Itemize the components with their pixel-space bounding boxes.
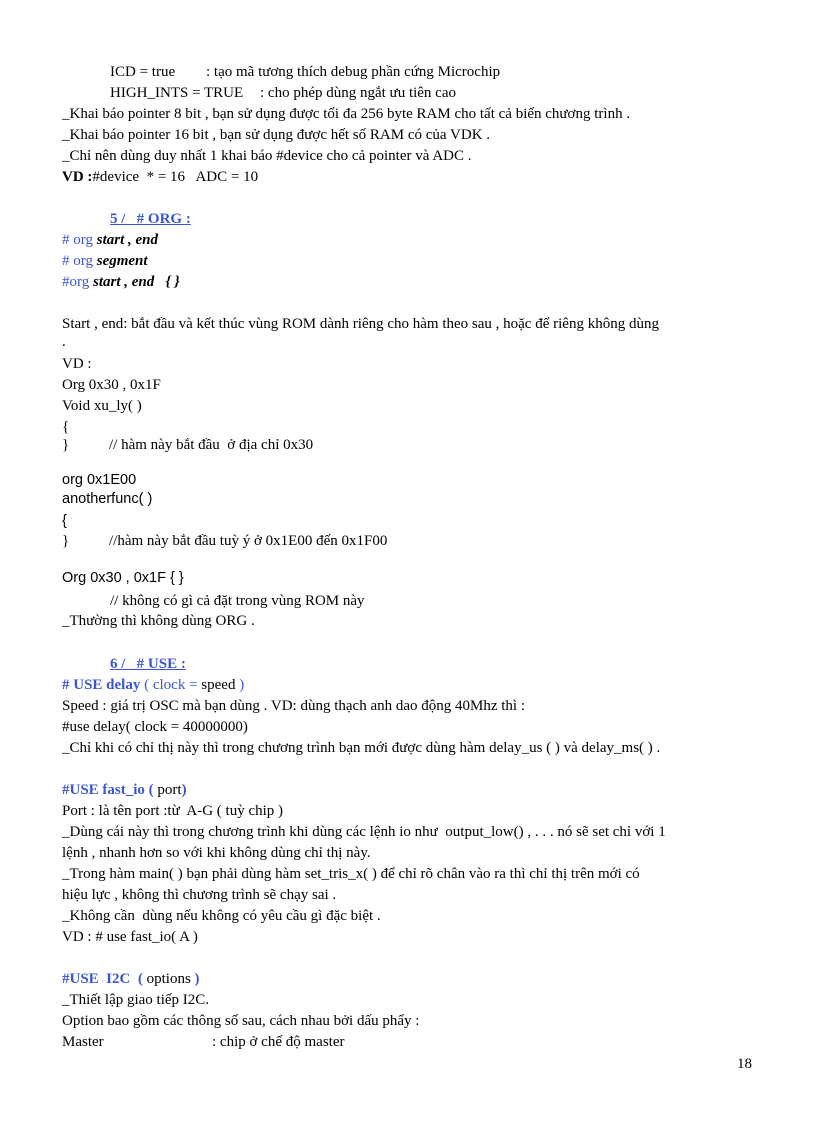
code2-line-2: anotherfunc( ) (62, 491, 153, 507)
code2-line-4 (62, 532, 387, 550)
high-ints-desc: : cho phép dùng ngắt ưu tiên cao (260, 85, 456, 101)
fastio-line-1: _Dùng cái này thì trong chương trình khi dùng các lệnh io như output_low() , . . . nó sẽ set chỉ với 1 (62, 824, 666, 840)
org-kw: # org (62, 232, 97, 248)
high-ints-line (110, 84, 456, 102)
use-fastio-close: ) (181, 782, 187, 798)
org-arg: start , end { } (92, 274, 180, 290)
use-heading: 6 / # USE : (110, 656, 186, 672)
page-number: 18 (737, 1056, 752, 1072)
org-heading: 5 / # ORG : (110, 211, 191, 227)
code1-line-1: Org 0x30 , 0x1F (62, 377, 161, 393)
delay-example: #use delay( clock = 40000000) (62, 719, 248, 735)
org-syntax-2 (62, 252, 148, 270)
use-i2c-kw: #USE I2C ( (62, 971, 147, 987)
use-i2c-arg: options (146, 971, 191, 987)
i2c-line-1: _Thiết lập giao tiếp I2C. (62, 992, 210, 1008)
fastio-line-4: hiệu lực , không thì chương trình sẽ chạy sai . (62, 887, 337, 903)
org-desc-dot: . (62, 334, 66, 350)
code2-line-1: org 0x1E00 (62, 472, 137, 488)
vd-device-line (62, 168, 258, 186)
i2c-master-key: Master (62, 1034, 104, 1050)
org-note: _Thường thì không dùng ORG . (62, 613, 255, 629)
org-kw: # org (62, 253, 97, 269)
code1-brace: } (62, 437, 70, 453)
use-fastio-arg: port (157, 782, 182, 798)
pointer16-line: _Khai báo pointer 16 bit , bạn sử dụng được hết số RAM có của VDK . (62, 127, 491, 143)
use-delay-speed: speed (201, 677, 236, 693)
high-ints-key: HIGH_INTS = TRUE (110, 85, 244, 101)
use-delay-kw: # USE delay (62, 677, 141, 693)
i2c-master-desc: : chip ở chế độ master (212, 1034, 345, 1050)
use-delay-close: ) (235, 677, 245, 693)
org-arg: start , end (96, 232, 158, 248)
icd-line (110, 63, 500, 81)
icd-key: ICD = true (110, 64, 176, 80)
org-kw: #org (62, 274, 93, 290)
delay-note: _Chỉ khi có chỉ thị này thì trong chương trình bạn mới được dùng hàm delay_us ( ) và delay_ms( ) . (62, 740, 661, 756)
code1-line-2: Void xu_ly( ) (62, 398, 142, 414)
fastio-line-2: lệnh , nhanh hơn so với khi không dùng chỉ thị này. (62, 845, 371, 861)
vd-label: VD : (62, 169, 93, 185)
use-delay-syntax (62, 676, 244, 694)
one-device-line: _Chỉ nên dùng duy nhất 1 khai báo #device cho cả pointer và ADC . (62, 148, 472, 164)
code2-brace: } (62, 533, 70, 549)
org-syntax-3 (62, 273, 180, 291)
code1-line-3: { (62, 419, 70, 435)
fastio-line-5: _Không cần dùng nếu không có yêu cầu gì đặc biệt . (62, 908, 381, 924)
fastio-port: Port : là tên port :từ A-G ( tuỳ chip ) (62, 803, 284, 819)
code1-comment: // hàm này bắt đầu ở địa chỉ 0x30 (109, 437, 314, 453)
fastio-line-3: _Trong hàm main( ) bạn phải dùng hàm set_tris_x( ) để chỉ rõ chân vào ra thì chỉ thị trên mới có (62, 866, 640, 882)
vd-device-text: #device * = 16 ADC = 10 (92, 169, 259, 185)
code1-line-4 (62, 436, 313, 454)
org-syntax-1 (62, 231, 158, 249)
code3-line: Org 0x30 , 0x1F { } (62, 570, 184, 586)
org-desc: Start , end: bắt đầu và kết thúc vùng ROM dành riêng cho hàm theo sau , hoặc để riêng không dùng (62, 316, 659, 332)
org-arg: segment (96, 253, 148, 269)
i2c-master-line (62, 1033, 344, 1051)
pointer8-line: _Khai báo pointer 8 bit , bạn sử dụng được tối đa 256 byte RAM cho tất cả biến chương trình . (62, 106, 631, 122)
delay-speed-desc: Speed : giá trị OSC mà bạn dùng . VD: dùng thạch anh dao động 40Mhz thì : (62, 698, 526, 714)
use-delay-args: ( clock = (140, 677, 202, 693)
org-vd: VD : (62, 356, 92, 372)
use-fastio-kw: #USE fast_io ( (62, 782, 158, 798)
i2c-line-2: Option bao gồm các thông số sau, cách nhau bởi dấu phẩy : (62, 1013, 420, 1029)
use-i2c-syntax (62, 970, 200, 988)
use-fastio-syntax (62, 781, 187, 799)
code2-line-3: { (62, 513, 67, 529)
fastio-vd: VD : # use fast_io( A ) (62, 929, 198, 945)
code3-comment: // không có gì cả đặt trong vùng ROM này (110, 593, 365, 609)
icd-desc: : tạo mã tương thích debug phần cứng Microchip (206, 64, 501, 80)
use-i2c-close: ) (190, 971, 200, 987)
code2-comment: //hàm này bắt đầu tuỳ ý ở 0x1E00 đến 0x1F00 (109, 533, 388, 549)
